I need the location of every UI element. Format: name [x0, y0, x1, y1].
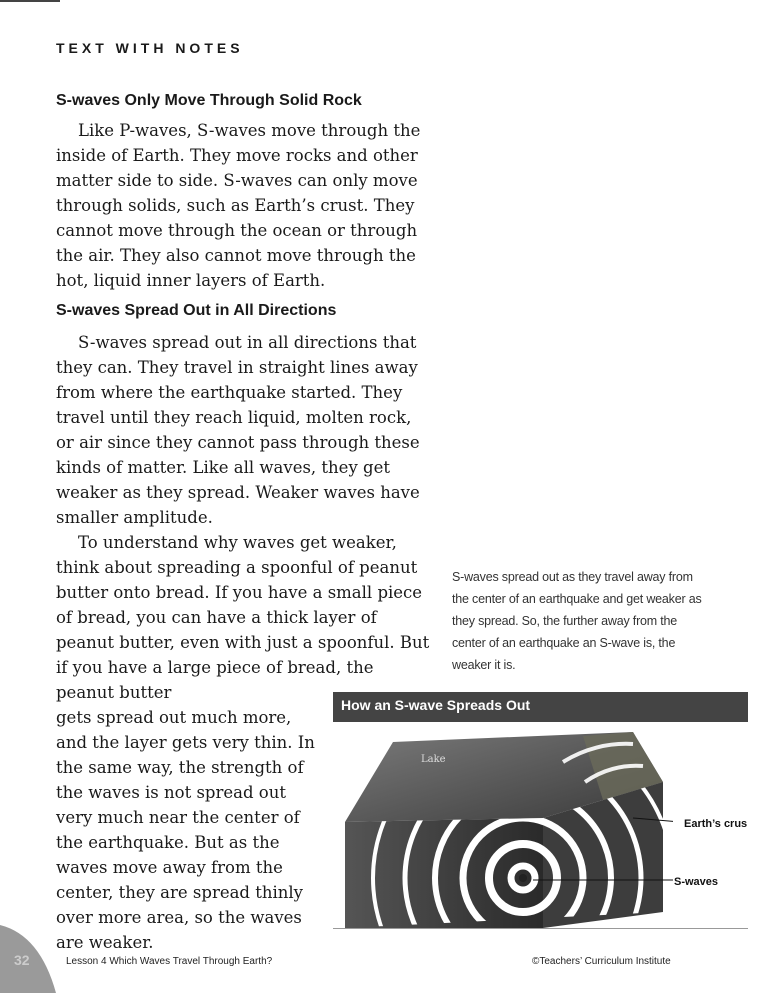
paragraph-peanut-butter: To understand why waves get weaker, think about spreading a spoonful of peanut butter onto bread. If you have a small piece of bread, you can have a thick layer of peanut butter, even with just a spoonful. But if you have a large piece of bread, the peanut butter: [56, 533, 430, 702]
s-wave-figure: [333, 692, 748, 929]
paragraph-continuation: gets spread out much more, and the layer gets very thin. In the same way, the strength of the waves is not spread out very much near the center of the earthquake. But as the waves move away from the center, they are spread thinly over more area, so the waves are weaker.: [56, 708, 315, 952]
footer-lesson: Lesson 4 Which Waves Travel Through Earth?: [66, 956, 273, 967]
figure-title: How an S-wave Spreads Out: [333, 692, 748, 722]
figure-caption: S-waves spread out as they travel away from the center of an earthquake and get weaker as they spread. So, the further away from the center of an earthquake an S-wave is, the weaker it is.: [452, 570, 702, 672]
paragraph-solid-rock: Like P-waves, S-waves move through the inside of Earth. They move rocks and other matter side to side. S-waves can only move through solids, such as Earth’s crust. They cannot move through the ocean or through the air. They also cannot move through the hot, liquid inner layers of Earth.: [56, 121, 421, 290]
section-label: TEXT WITH NOTES: [56, 40, 244, 56]
s-wave-diagram: [333, 722, 673, 928]
heading-solid-rock: S-waves Only Move Through Solid Rock: [56, 92, 362, 109]
label-lake: Lake: [421, 754, 446, 765]
top-rule: [0, 0, 60, 2]
paragraph-all-directions: S-waves spread out in all directions that they can. They travel in straight lines away from where the earthquake started. They travel until they reach liquid, molten rock, or air since they cannot pass through these kinds of matter. Like all waves, they get weaker as they spread. Weaker waves have smaller amplitude.: [56, 333, 420, 527]
label-earths-crust: Earth’s crus: [684, 818, 748, 830]
footer-copyright: ©Teachers’ Curriculum Institute: [532, 956, 671, 967]
page-number: 32: [14, 952, 30, 968]
heading-all-directions: S-waves Spread Out in All Directions: [56, 302, 337, 319]
label-s-waves: S-waves: [674, 876, 719, 888]
